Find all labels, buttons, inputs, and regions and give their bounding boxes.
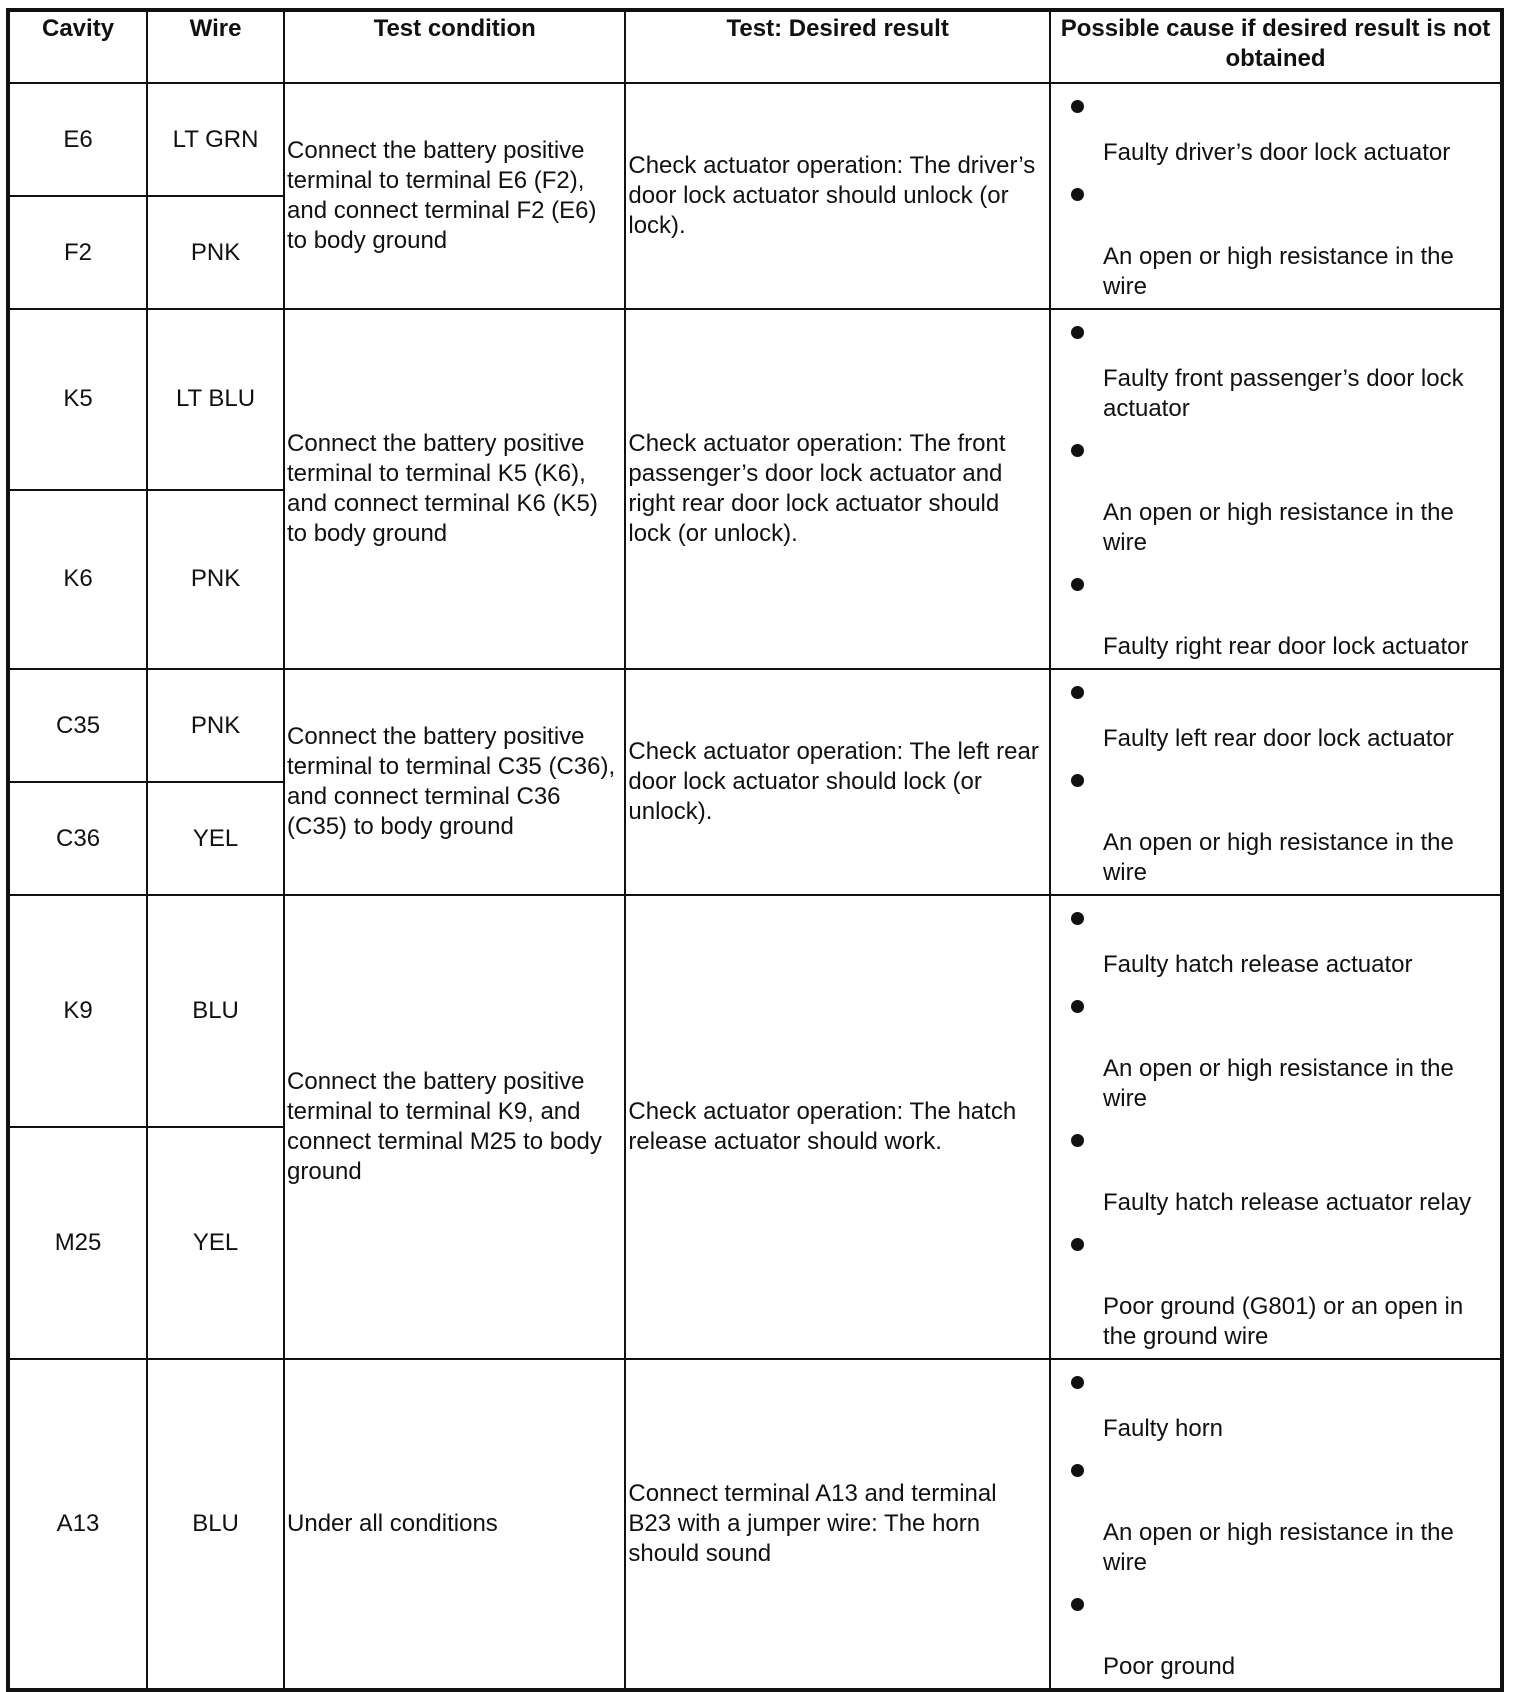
- cause-text: An open or high resistance in the wire: [1102, 1519, 1454, 1576]
- cavity-cell: C35: [8, 669, 147, 782]
- test-condition-cell: Connect the battery positive terminal to terminal E6 (F2), and connect terminal F2 (E6) to body ground: [284, 83, 625, 309]
- desired-result-cell: Check actuator operation: The hatch release actuator should work.: [625, 895, 1050, 1359]
- bullet-icon: [1071, 188, 1084, 201]
- cavity-cell: A13: [8, 1359, 147, 1690]
- cause-list-item: [1051, 564, 1500, 668]
- wire-cell: PNK: [147, 490, 284, 669]
- cavity-cell: E6: [8, 83, 147, 196]
- cause-list: [1051, 896, 1500, 1358]
- cause-list-item: [1051, 900, 1500, 986]
- header-cavity: Cavity: [8, 10, 147, 83]
- possible-cause-cell: [1050, 895, 1502, 1359]
- cause-text: An open or high resistance in the wire: [1102, 1055, 1454, 1112]
- troubleshooting-table-container: [6, 8, 1504, 1680]
- cause-text: An open or high resistance in the wire: [1102, 499, 1454, 556]
- cavity-cell: M25: [8, 1127, 147, 1359]
- header-possible-cause: Possible cause if desired result is not obtained: [1050, 10, 1502, 83]
- bullet-icon: [1071, 1134, 1084, 1147]
- cause-list-item: [1051, 1584, 1500, 1688]
- troubleshooting-table: [6, 8, 1504, 1692]
- cause-list: [1051, 670, 1500, 894]
- cause-text: Poor ground (G801) or an open in the ground wire: [1102, 1293, 1464, 1350]
- desired-result-cell: Check actuator operation: The driver’s door lock actuator should unlock (or lock).: [625, 83, 1050, 309]
- test-condition-cell: Under all conditions: [284, 1359, 625, 1690]
- wire-cell: YEL: [147, 1127, 284, 1359]
- header-desired-result: Test: Desired result: [625, 10, 1050, 83]
- wire-cell: YEL: [147, 782, 284, 895]
- cause-list: [1051, 84, 1500, 308]
- bullet-icon: [1071, 686, 1084, 699]
- desired-result-cell: Connect terminal A13 and terminal B23 with a jumper wire: The horn should sound: [625, 1359, 1050, 1690]
- table-row: [8, 1359, 1502, 1690]
- wire-cell: BLU: [147, 895, 284, 1127]
- bullet-icon: [1071, 1238, 1084, 1251]
- cause-list-item: [1051, 1120, 1500, 1224]
- cause-text: Faulty hatch release actuator: [1102, 951, 1413, 978]
- bullet-icon: [1071, 774, 1084, 787]
- cause-list: [1051, 1360, 1500, 1688]
- bullet-icon: [1071, 1000, 1084, 1013]
- cause-list-item: [1051, 986, 1500, 1120]
- table-row: [8, 669, 1502, 782]
- bullet-icon: [1071, 912, 1084, 925]
- cause-list-item: [1051, 1364, 1500, 1450]
- cause-list-item: [1051, 430, 1500, 564]
- test-condition-cell: Connect the battery positive terminal to terminal K5 (K6), and connect terminal K6 (K5) to body ground: [284, 309, 625, 669]
- cavity-cell: C36: [8, 782, 147, 895]
- table-body: [8, 83, 1502, 1690]
- bullet-icon: [1071, 1376, 1084, 1389]
- cause-list-item: [1051, 1224, 1500, 1358]
- bullet-icon: [1071, 1464, 1084, 1477]
- cavity-cell: K9: [8, 895, 147, 1127]
- bullet-icon: [1071, 578, 1084, 591]
- wire-cell: BLU: [147, 1359, 284, 1690]
- cause-list-item: [1051, 1450, 1500, 1584]
- bullet-icon: [1071, 100, 1084, 113]
- desired-result-cell: Check actuator operation: The left rear door lock actuator should lock (or unlock).: [625, 669, 1050, 895]
- header-row: [8, 10, 1502, 83]
- test-condition-cell: Connect the battery positive terminal to terminal C35 (C36), and connect terminal C36 (C35) to body ground: [284, 669, 625, 895]
- cause-text: Faulty horn: [1102, 1415, 1224, 1442]
- table-row: [8, 895, 1502, 1127]
- cavity-cell: K5: [8, 309, 147, 490]
- table-row: [8, 309, 1502, 490]
- cause-text: Faulty left rear door lock actuator: [1102, 725, 1454, 752]
- cause-text: Faulty driver’s door lock actuator: [1102, 139, 1451, 166]
- cause-text: An open or high resistance in the wire: [1102, 243, 1454, 300]
- wire-cell: PNK: [147, 196, 284, 309]
- bullet-icon: [1071, 444, 1084, 457]
- wire-cell: LT GRN: [147, 83, 284, 196]
- bullet-icon: [1071, 1598, 1084, 1611]
- cause-text: Faulty right rear door lock actuator: [1102, 633, 1469, 660]
- wire-cell: LT BLU: [147, 309, 284, 490]
- wire-cell: PNK: [147, 669, 284, 782]
- cavity-cell: F2: [8, 196, 147, 309]
- cause-list-item: [1051, 88, 1500, 174]
- test-condition-cell: Connect the battery positive terminal to terminal K9, and connect terminal M25 to body ground: [284, 895, 625, 1359]
- possible-cause-cell: [1050, 669, 1502, 895]
- cause-text: Poor ground: [1102, 1653, 1236, 1680]
- cause-text: An open or high resistance in the wire: [1102, 829, 1454, 886]
- cause-list-item: [1051, 760, 1500, 894]
- cause-text: Faulty hatch release actuator relay: [1102, 1189, 1472, 1216]
- cause-list-item: [1051, 314, 1500, 430]
- cavity-cell: K6: [8, 490, 147, 669]
- cause-list-item: [1051, 674, 1500, 760]
- header-wire: Wire: [147, 10, 284, 83]
- possible-cause-cell: [1050, 309, 1502, 669]
- cause-list: [1051, 310, 1500, 668]
- desired-result-cell: Check actuator operation: The front passenger’s door lock actuator and right rear door lock actuator should lock (or unlock).: [625, 309, 1050, 669]
- cause-list-item: [1051, 174, 1500, 308]
- possible-cause-cell: [1050, 1359, 1502, 1690]
- bullet-icon: [1071, 326, 1084, 339]
- possible-cause-cell: [1050, 83, 1502, 309]
- table-row: [8, 83, 1502, 196]
- cause-text: Faulty front passenger’s door lock actuator: [1102, 365, 1464, 422]
- header-test-condition: Test condition: [284, 10, 625, 83]
